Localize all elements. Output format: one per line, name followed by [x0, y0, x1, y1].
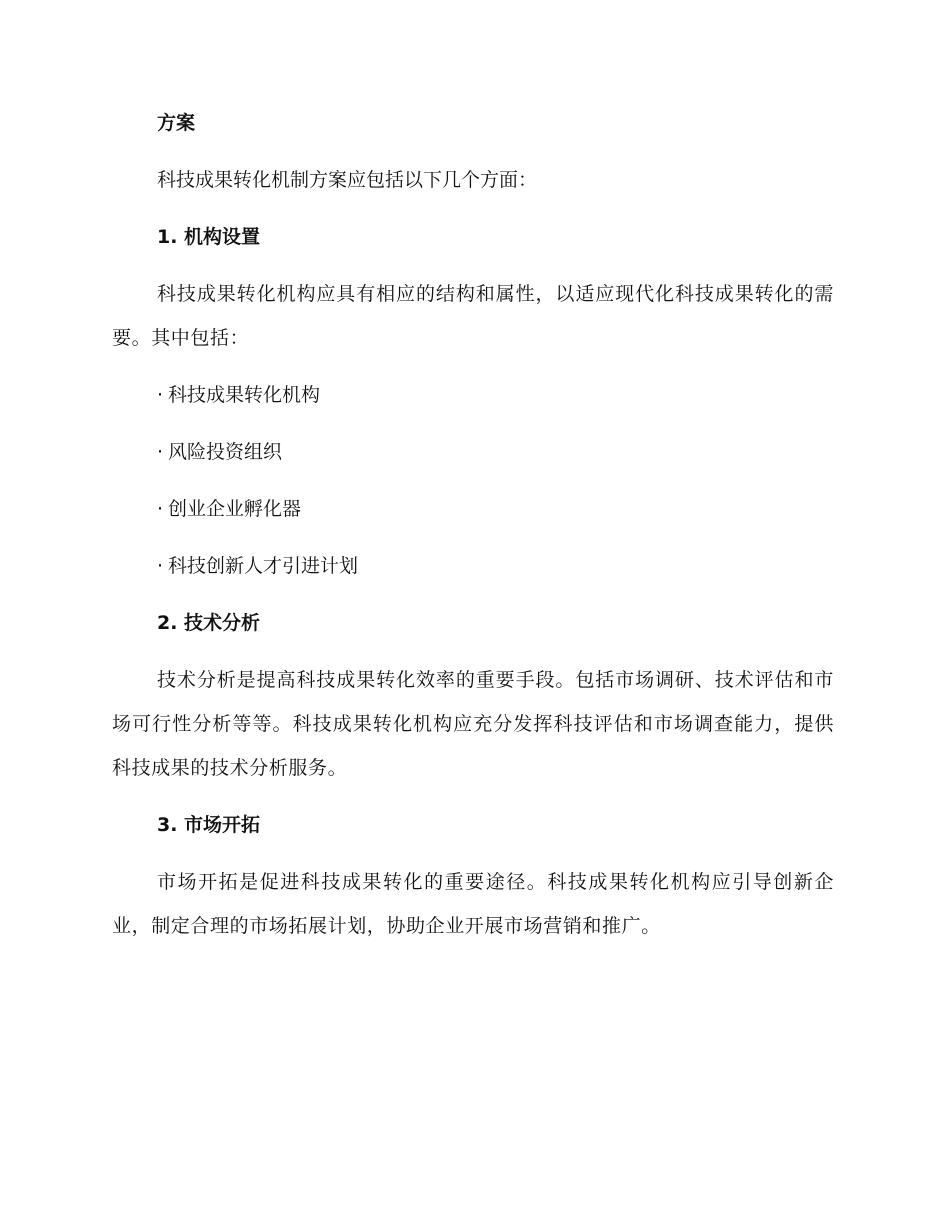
- section-1-paragraph: 科技成果转化机构应具有相应的结构和属性，以适应现代化科技成果转化的需要。其中包括：: [112, 283, 834, 349]
- intro-text: 科技成果转化机制方案应包括以下几个方面：: [157, 169, 538, 191]
- bullet-marker: ·: [157, 555, 164, 577]
- bullet-text: 创业企业孵化器: [168, 498, 302, 520]
- section-2-heading: 2. 技术分析: [157, 612, 261, 634]
- bullet-text: 科技创新人才引进计划: [168, 555, 359, 577]
- section-2-paragraph: 技术分析是提高科技成果转化效率的重要手段。包括市场调研、技术评估和市场可行性分析等等。科技成果转化机构应充分发挥科技评估和市场调查能力，提供科技成果的技术分析服务。: [112, 669, 834, 779]
- document-title: 方案: [157, 112, 196, 134]
- document-page: [112, 108, 834, 968]
- section-1-heading: 1. 机构设置: [157, 226, 261, 248]
- section-3-heading: 3. 市场开拓: [157, 814, 261, 836]
- bullet-item: [112, 437, 834, 467]
- section-3-paragraph: 市场开拓是促进科技成果转化的重要途径。科技成果转化机构应引导创新企业，制定合理的市场拓展计划，协助企业开展市场营销和推广。: [112, 871, 834, 937]
- bullet-marker: ·: [157, 384, 164, 406]
- bullet-marker: ·: [157, 441, 164, 463]
- bullet-marker: ·: [157, 498, 164, 520]
- bullet-text: 科技成果转化机构: [168, 384, 321, 406]
- bullet-item: [112, 551, 834, 581]
- bullet-item: [112, 380, 834, 410]
- bullet-text: 风险投资组织: [168, 441, 283, 463]
- bullet-item: [112, 494, 834, 524]
